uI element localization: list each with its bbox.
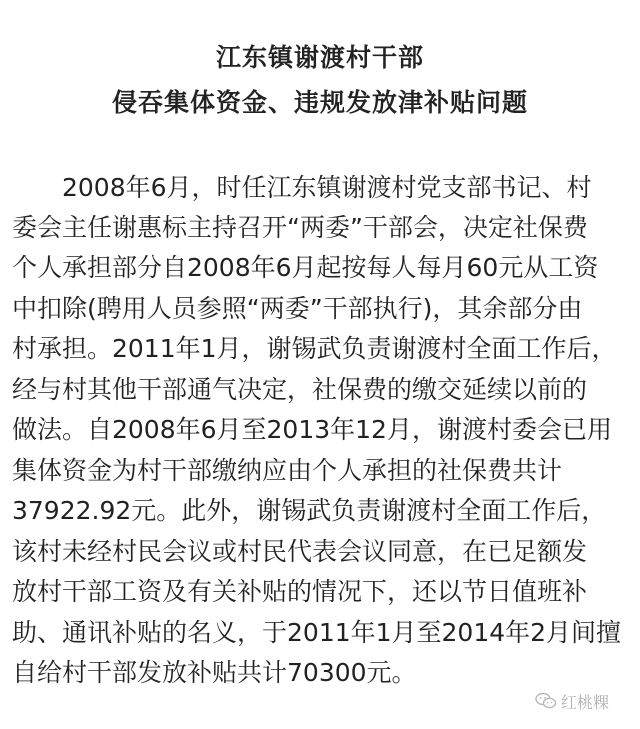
title-line-2: 侵吞集体资金、违规发放津补贴问题 bbox=[111, 88, 528, 117]
watermark bbox=[535, 686, 635, 716]
body-line: 自给村干部发放补贴共计70300元。 bbox=[12, 658, 417, 687]
body-line: 集体资金为村干部缴纳应由个人承担的社保费共计 bbox=[12, 456, 563, 485]
body-line: 2008年6月，时任江东镇谢渡村党支部书记、村 bbox=[12, 173, 592, 202]
body-line: 委会主任谢惠标主持召开“两委”干部会，决定社保费 bbox=[12, 213, 588, 242]
body-line: 村承担。2011年1月，谢锡武负责谢渡村全面工作后， bbox=[12, 334, 617, 363]
body-line: 经与村其他干部通气决定，社保费的缴交延续以前的 bbox=[12, 375, 588, 404]
body-line: 中扣除(聘用人员参照“两委”干部执行)，其余部分由 bbox=[12, 294, 583, 323]
body-line: 该村未经村民会议或村民代表会议同意，在已足额发 bbox=[12, 537, 588, 566]
wechat-bubble-icon bbox=[535, 692, 557, 710]
body-line: 助、通讯补贴的名义，于2011年1月至2014年2月间擅 bbox=[12, 618, 622, 647]
body-line: 放村干部工资及有关补贴的情况下，还以节日值班补 bbox=[12, 577, 588, 606]
watermark-text: 红桃粿 bbox=[561, 692, 610, 712]
title-line-1: 江东镇谢渡村干部 bbox=[215, 43, 424, 72]
body-line: 做法。自2008年6月至2013年12月，谢渡村委会已用 bbox=[12, 415, 612, 444]
body-line: 个人承担部分自2008年6月起按每人每月60元从工资 bbox=[12, 253, 599, 282]
body-line: 37922.92元。此外，谢锡武负责谢渡村全面工作后， bbox=[12, 496, 607, 525]
